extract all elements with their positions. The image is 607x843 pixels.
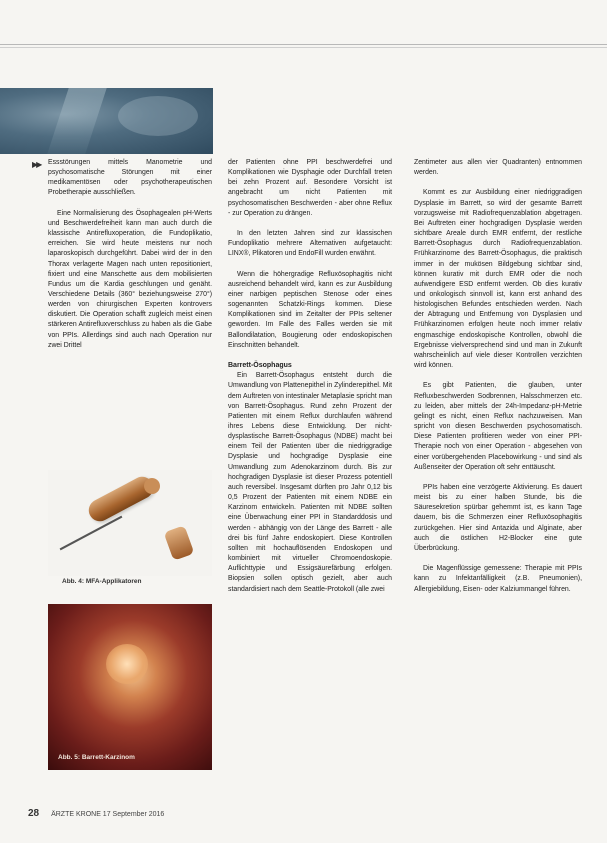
- page-number: 28: [28, 808, 40, 819]
- col2-paragraph-3: Wenn die höhergradige Refluxösophagitis nicht ausreichend behandelt wird, kann es zur Ausbildung einer narbigen peptischen Stenose oder eines sogenannten Schatzki-Rings kommen. Diese Komplikationen sind im Zeitalter der PPIs seltener geworden. Im Falle des Falles werden sie mit Ballondilatation, Bougierung oder endoskopischen Einschnitten behandelt.: [228, 270, 392, 349]
- col2-paragraph-1: der Patienten ohne PPI beschwerdefrei und Komplikationen wie Dysphagie oder Durchfall treten bei zehn Prozent auf. Besondere Vorsicht ist angebracht um nicht Patienten mit psychosomatischen Beschwerden - aber ohne Reflux - zur Operation zu drängen.: [228, 159, 392, 217]
- col2-paragraph-4: Ein Barrett-Ösophagus entsteht durch die Umwandlung von Plattenepithel in Zylinderepithel. Mit dem Auftreten von intestinaler Metaplasie spricht man von Barrett-Ösophagus. Rund zehn Prozent der Patienten mit einem Reflux durchlaufen während ihres Lebens diese Entwicklung. Der nicht-dysplastische Barrett-Ösophagus (NDBE) macht bei einem Teil der Patienten über die niedriggradige Dysplasie und hochgradige Dysplasie eine Umwandlung zum Adenokarzinom durch. Bis zur hochgradigen Dysplasie ist dieser Prozess potentiell auch reversibel. Insgesamt dürften pro Jahr 0,12 bis 0,5 Prozent der Patienten mit einem NDBE ein Karzinom entwickeln. Patienten mit NDBE sollten eine Überwachung einer PPI in Standarddosis und werden - abhängig von der Länge des Barrett - alle drei bis fünf Jahre endoskopiert. Diese Kontrollen sollten mit hochauflösenden Endoskopen und kombiniert mit virtueller Chromoendoskopie. Auflichttypie und Essigsäurefärbung erfolgen. Biopsien sollen optisch gezielt, aber auch standardisiert nach dem Seattle-Protokoll (alle zwei: [228, 372, 392, 593]
- continuation-arrow-icon: ▶▶: [32, 160, 41, 169]
- column-3: [414, 158, 582, 605]
- col3-paragraph-4: PPIs haben eine verzögerte Aktivierung. Es dauert meist bis zu einer halben Stunde, bis die Säuresekretion spürbar gehemmt ist, es kann Tage dauern, bis die Schmerzen einer Refluxösophagitis zurückgehen. Hier sind Antazida und Alginate, aber auch die östlichen H2-Blocker eine gute Überbrückung.: [414, 483, 582, 552]
- figure-barrett-carcinoma: [48, 604, 212, 770]
- figure-applicators: [48, 470, 212, 585]
- column-1: [48, 158, 212, 361]
- col2-paragraph-2: In den letzten Jahren sind zur klassischen Fundoplikatio mehrere Alternativen aufgetaucht: LINX®, Plikatoren und EndoFill wurden erwähnt.: [228, 230, 392, 258]
- header-image: [0, 88, 213, 154]
- section-heading-barrett: Barrett-Ösophagus: [228, 362, 292, 370]
- col1-paragraph-2: Eine Normalisierung des Ösophagealen pH-Werts und Beschwerdefreiheit kann man auch durch die klassische Antirefluxoperation, die Fundoplikatio, erreichen. Sie wird heute meistens nur noch laparoskopisch durchgeführt. Dabei wird der in den Thorax verlagerte Magen nach unten repositioniert, fixiert und eine Manschette aus dem mobilisierten Fundus um die Kardia geschlungen und genäht. Verschiedene Details (360° beziehungsweise 270°) werden von chirurgischen Experten kontrovers diskutiert. Die Operation schafft zugleich meist einen stärkeren Antirefluxverschluss zu haben als die Gabe von PPIs. Allerdings sind auch nach Operation nur zwei Drittel: [48, 209, 212, 349]
- page-footer: [28, 808, 164, 819]
- top-rule: [0, 44, 607, 45]
- applicator-wire: [60, 516, 123, 551]
- column-2: [228, 158, 392, 605]
- col3-paragraph-1: Zentimeter aus allen vier Quadranten) entnommen werden.: [414, 159, 582, 177]
- figure-4-caption: Abb. 4: MFA-Applikatoren: [62, 578, 142, 585]
- carcinoma-lesion: [106, 644, 148, 684]
- figure-5-caption: Abb. 5: Barrett-Karzinom: [58, 754, 135, 761]
- col3-paragraph-5: Die Magenflüssige gemessene: Therapie mit PPIs kann zu Infektanfälligkeit (z.B. Pneumonien), Allergiebildung, Eisen- oder Kalziummangel führen.: [414, 565, 582, 593]
- col1-paragraph-1: Essstörungen mittels Manometrie und psychosomatische Störungen mit einer medikamentösen oder psychotherapeutischen Probetherapie ausschließen.: [48, 159, 212, 197]
- col3-paragraph-3: Es gibt Patienten, die glauben, unter Refluxbeschwerden Sodbrennen, Halsschmerzen etc. zu leiden, aber mittels der 24h-Impedanz-pH-Metrie gelingt es nicht, einen Reflux nachzuweisen. Man spricht von diesen Beschwerden psychosomatisch. Diese Patienten profitieren weder von einer PPI-Therapie noch von einer Operation - abgesehen von einer vorübergehenden Placebowirkung - und sind als Außenseiter der Operation oft sehr enttäuscht.: [414, 382, 582, 471]
- top-rule-secondary: [0, 47, 607, 48]
- applicator-probe-small: [164, 525, 195, 561]
- col3-paragraph-2: Kommt es zur Ausbildung einer niedriggradigen Dysplasie im Barrett, so wird der gesamte Barrett vorzugsweise mit Radiofrequenzablation abgetragen. Bei Auftreten einer hochgradigen Dysplasie werden sichtbare Areale durch EMR entfernt, der restliche Barrett-Ösophagus durch Radiofrequenzablation. Frühkarzinome des Barrett-Ösophagus, die praktisch immer in der mukösen Bildgebung sichtbar sind, können kurativ mit durch EMR oder die noch aufwendigere ESD entfernt werden. Ob dies kurativ und onkologisch sinnvoll ist, kann erst anhand des histologischen Befundes entschieden werden. Nach der Abtragung und Entfernung von Dysplasien und Frühkarzinomen erfolgen heute noch immer relativ engmaschige endoskopische Kontrollen, obwohl die Ergebnisse vielversprechend sind und man in Zukunft wahrscheinlich auf viele dieser Kontrollen verzichten wird können.: [414, 189, 582, 370]
- issue-info: ÄRZTE KRONE 17 September 2016: [51, 811, 165, 818]
